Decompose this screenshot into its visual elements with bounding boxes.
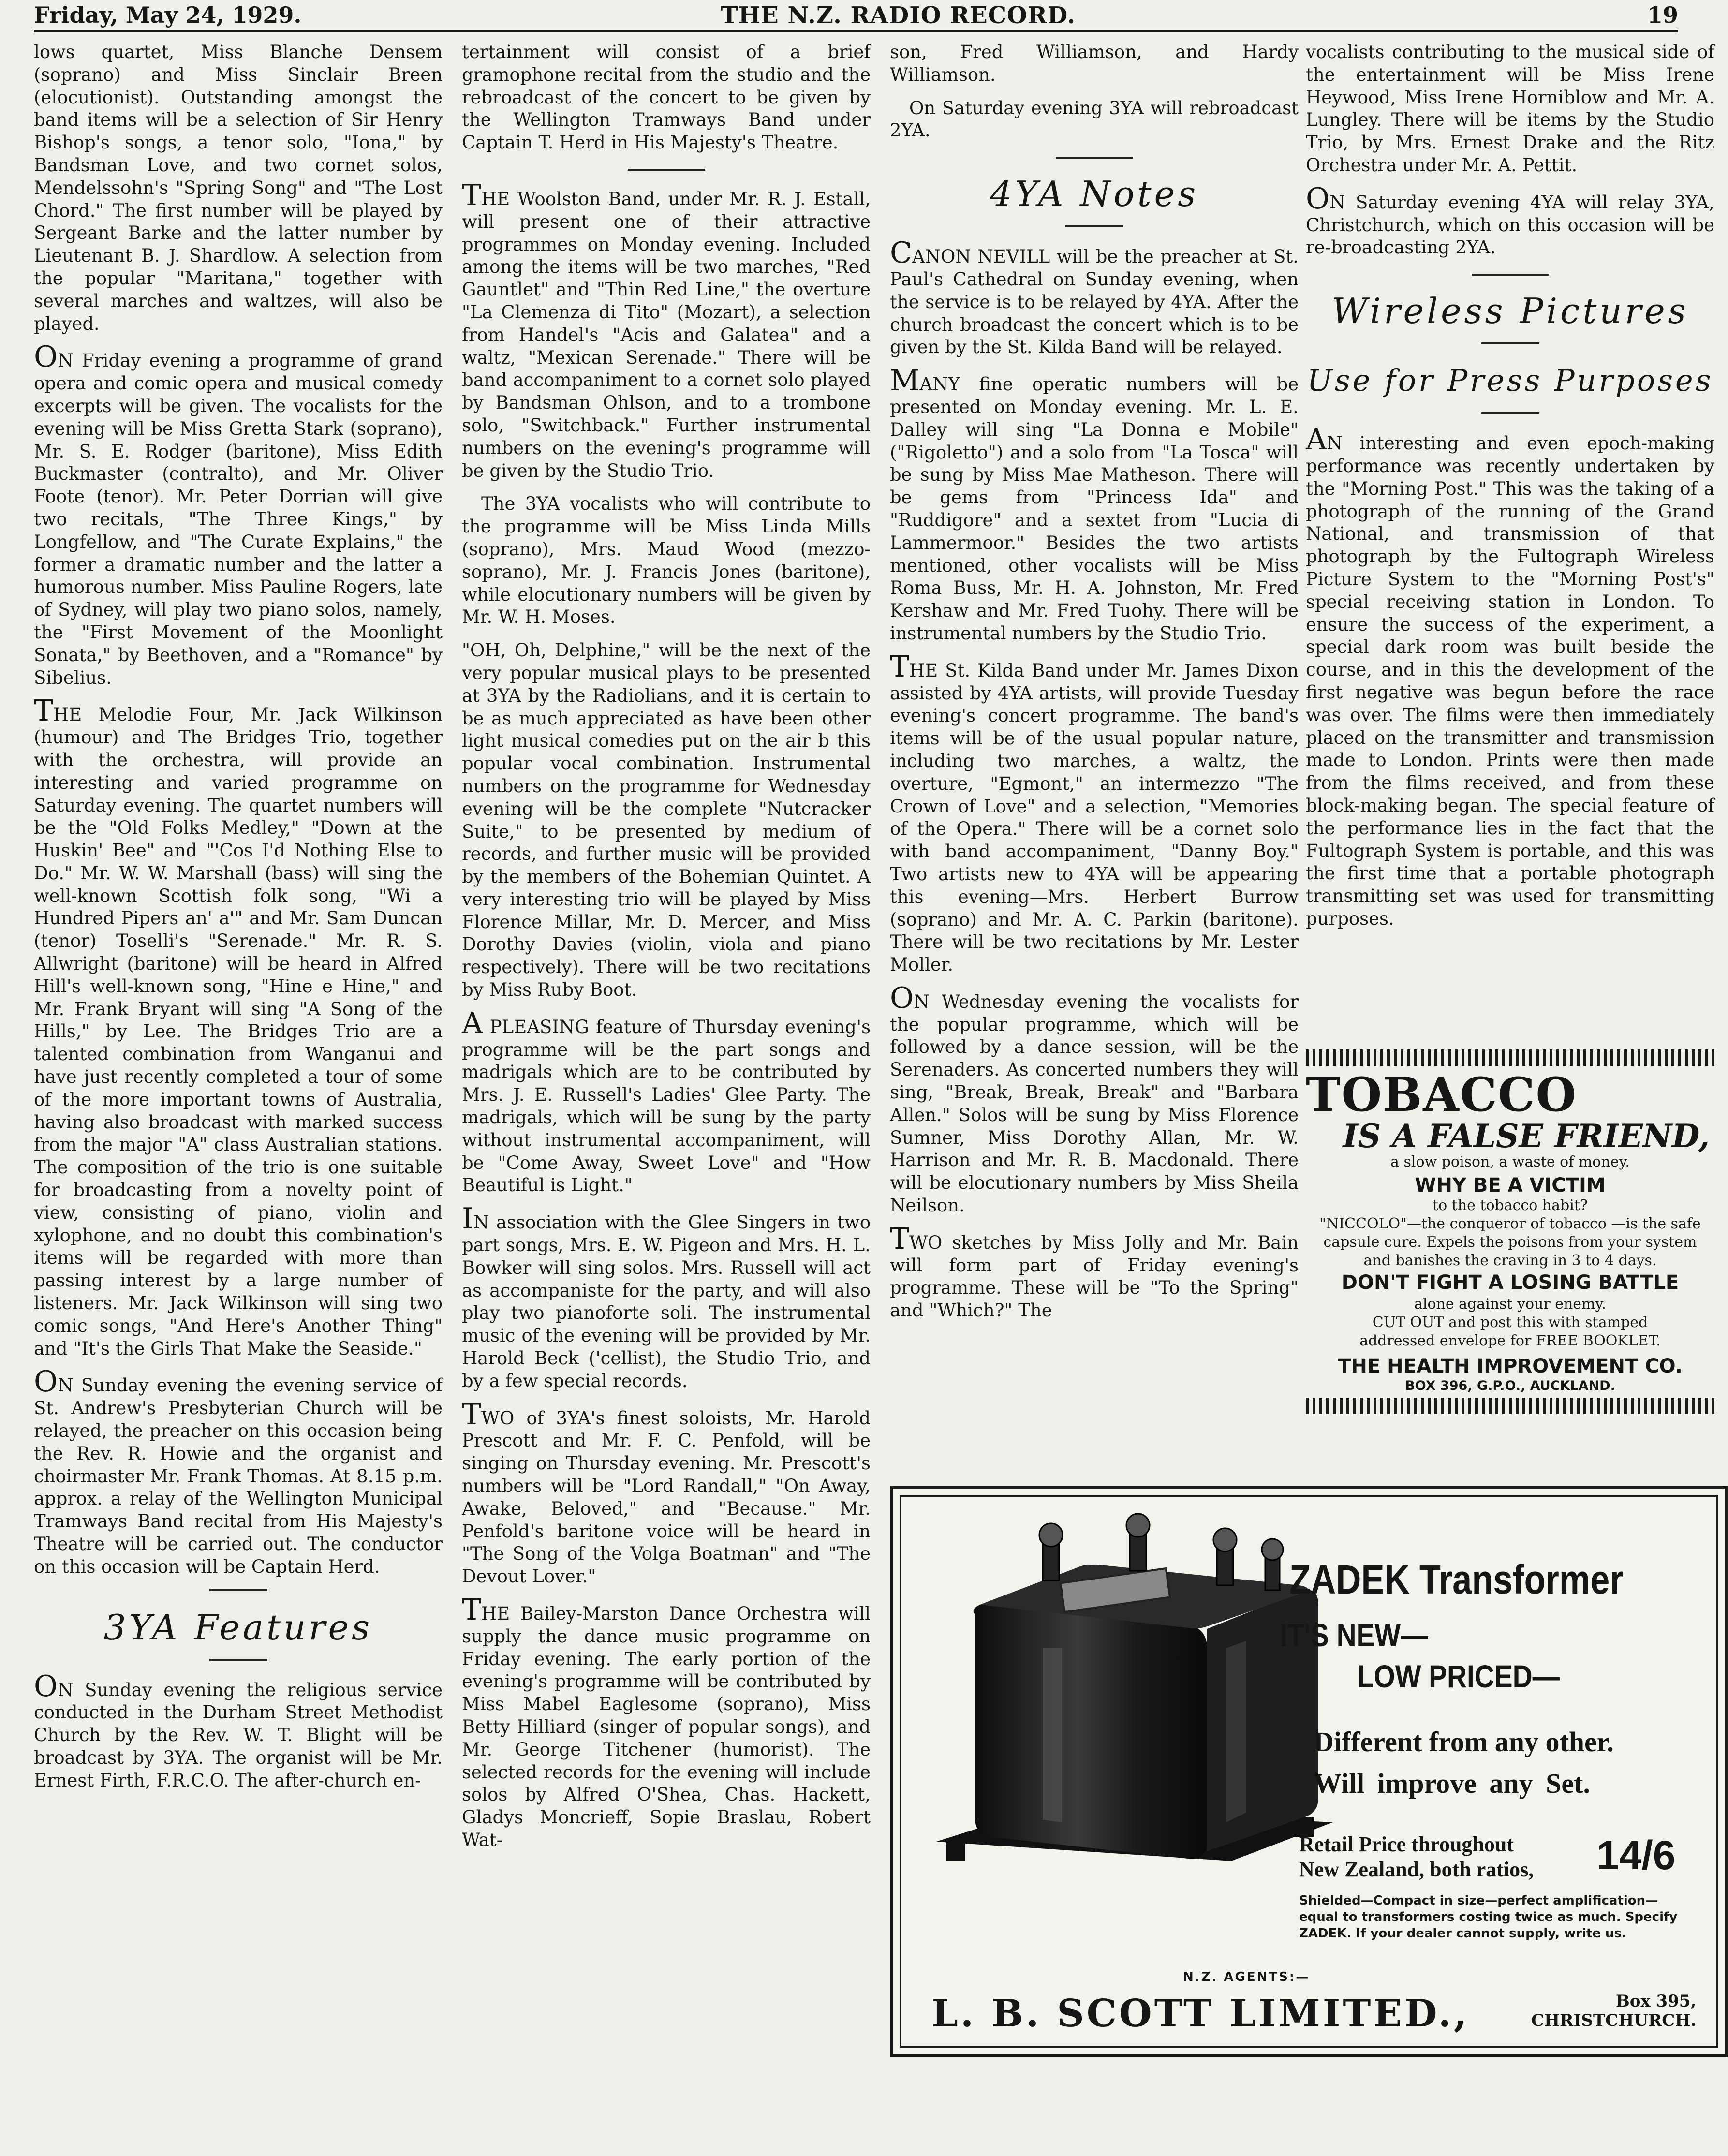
article-paragraph: On Saturday evening 3YA will rebroadcast 2YA.: [890, 97, 1299, 141]
zadek-advertisement: [890, 1486, 1728, 2057]
article-paragraph: IN association with the Glee Singers in two part songs, Mrs. E. W. Pigeon and Mrs. H. L. Bowker will sing solos. Mrs. Russell will act as accompaniste for the party, and will also play two pianoforte soli. The instrumental music of the evening will be provided by Mr. Harold Beck ('cellist), the Studio Trio, and by a few special records.: [462, 1202, 871, 1391]
article-paragraph: ON Saturday evening 4YA will relay 3YA, Christchurch, which on this occasion will be re-broadcasting 2YA.: [1306, 181, 1714, 258]
ad-retail-line: Retail Price throughout: [1299, 1832, 1514, 1856]
article-paragraph: lows quartet, Miss Blanche Densem (soprano) and Miss Sinclair Breen (elocutionist). Outstanding amongst the band items will be a selection of Sir Henry Bishop's songs, a tenor solo, "Iona," by Bandsman Love, and two cornet solos, Mendelssohn's "Spring Song" and "The Lost Chord." The first number will be played by Sergeant Barke and the latter number by Lieutenant B. J. Shardlow. A selection from the popular "Maritana," together with several marches and waltzes, will also be played.: [34, 42, 443, 334]
ad-headline: TOBACCO: [1306, 1067, 1578, 1122]
section-heading-wireless: Wireless Pictures: [1331, 291, 1689, 332]
divider: [628, 169, 705, 171]
ad-fine-print: Shielded—Compact in size—perfect amplification—equal to transformers costing twice as much. Specify ZADEK. If your dealer cannot supply, write us.: [1299, 1893, 1678, 1941]
article-paragraph: AN interesting and even epoch-making performance was recently undertaken by the "Morning Post." This was the taking of a photograph of the running of the Grand National, and transmission of that photograph by the Fultograph Wireless Picture System to the "Morning Post's" special receiving station in London. To ensure the success of the experiment, a special dark room was built beside the course, and in this the development of the first negative was begun before the race was over. The films were then immediately placed on the transmitter and transmission made to London. Prints were then made from the films received, and from these block-making began. The special feature of the performance lies in the fact that the Fultograph System is portable, and this was the first time that a portable photograph transmitting set was used for transmitting purposes.: [1306, 423, 1714, 929]
page-number: 19: [1647, 2, 1678, 28]
ad-subheadline: IT'S NEW—: [1280, 1617, 1428, 1653]
ad-address-line: Box 395,: [1615, 1992, 1697, 2011]
ad-subheadline: DON'T FIGHT A LOSING BATTLE: [1341, 1271, 1679, 1294]
article-paragraph: tertainment will consist of a brief gramophone recital from the studio and the rebroadcast of the concert to be given by the Wellington Tramways Band under Captain T. Herd in His Majesty's Theatre.: [462, 42, 871, 153]
decorative-border: [1306, 1049, 1714, 1066]
article-paragraph: ON Sunday evening the evening service of St. Andrew's Presbyterian Church will be relayed, the preacher on this occasion being the Rev. R. Howie and the organist and choirmaster Mr. Frank Thomas. At 8.15 p.m. approx. a relay of the Wellington Municipal Tramways Band recital from His Majesty's Theatre will be carried out. The conductor on this occasion will be Captain Herd.: [34, 1365, 443, 1577]
ad-agent-name: L. B. SCOTT LIMITED.,: [931, 1992, 1470, 2036]
ad-text: to the tobacco habit?: [1433, 1197, 1588, 1214]
ad-text: "NICCOLO"—the conqueror of tobacco —is the safe capsule cure. Expels the poisons from your system and banishes the craving in 3 to 4 days.: [1319, 1215, 1701, 1269]
publication-title: THE N.Z. RADIO RECORD.: [721, 2, 1076, 29]
ad-text: alone against your enemy.: [1414, 1296, 1607, 1313]
article-paragraph: ON Sunday evening the religious service conducted in the Durham Street Methodist Church by the Rev. W. T. Blight will be broadcast by 3YA. The organist will be Mr. Ernest Firth, F.R.C.O. The after-church en-: [34, 1669, 443, 1791]
divider: [209, 1659, 267, 1661]
ad-price: 14/6: [1596, 1832, 1676, 1878]
section-subheading-wireless: Use for Press Purposes: [1307, 363, 1713, 399]
ad-tagline: IS A FALSE FRIEND,: [1343, 1117, 1710, 1155]
article-paragraph: THE Bailey-Marston Dance Orchestra will supply the dance music programme on Friday evening. The early portion of the evening's programme will be contributed by Miss Mabel Eaglesome (soprano), Miss Betty Hilliard (singer of popular songs), and Mr. George Titchener (humorist). The selected records for the evening will include solos by Alfred O'Shea, Chas. Hackett, Gladys Moncrieff, Sopie Braslau, Robert Wat-: [462, 1593, 871, 1850]
article-paragraph: A PLEASING feature of Thursday evening's programme will be the part songs and madrigals which are to be contributed by Mrs. J. E. Russell's Ladies' Glee Party. The madrigals, which will be sung by the party without instrumental accompaniment, will be "Come Away, Sweet Love" and "How Beautiful is Light.": [462, 1006, 871, 1196]
article-paragraph: MANY fine operatic numbers will be presented on Monday evening. Mr. L. E. Dalley will sing "La Donna e Mobile" ("Rigoletto") and a solo from "La Tosca" will be sung by Miss Mae Matheson. There will be gems from "Princess Ida" and "Ruddigore" and a sextet from "Lucia di Lammermoor." Besides the two artists mentioned, other vocalists will be Miss Roma Buss, Mr. H. A. Johnston, Mr. Fred Kershaw and Mr. Fred Tuohy. There will be instrumental numbers by the Studio Trio.: [890, 364, 1299, 644]
ad-subheadline: WHY BE A VICTIM: [1415, 1174, 1606, 1196]
ad-retail-line: New Zealand, both ratios,: [1299, 1858, 1534, 1881]
ad-company: THE HEALTH IMPROVEMENT CO.: [1338, 1355, 1683, 1377]
divider: [1481, 342, 1539, 344]
ad-text: CUT OUT and post this with stamped addressed envelope for FREE BOOKLET.: [1359, 1314, 1661, 1349]
article-paragraph: THE St. Kilda Band under Mr. James Dixon assisted by 4YA artists, will provide Tuesday evening's concert programme. The band's items will be of the usual popular nature, including two marches, a waltz, the overture, "Egmont," an intermezzo "The Crown of Love" and a selection, "Memories of the Opera." There will be a cornet solo with band accompaniment, "Danny Boy." Two artists new to 4YA will be appearing this evening—Mrs. Herbert Burrow (soprano) and Mr. A. C. Parkin (baritone). There will be two recitations by Mr. Lester Moller.: [890, 650, 1299, 975]
tobacco-advertisement: [1306, 1049, 1714, 1461]
ad-retail-text: [1299, 1832, 1534, 1882]
transformer-illustration: [917, 1503, 1352, 1919]
article-paragraph: THE Melodie Four, Mr. Jack Wilkinson (humour) and The Bridges Trio, together with the orchestra, will provide an interesting and varied programme on Saturday evening. The quartet numbers will be the "Old Folks Medley," "Down at the Huskin' Bee" and "'Cos I'd Nothing Else to Do." Mr. W. W. Marshall (bass) will sing the well-known Scottish folk song, "Wi a Hundred Pipers an' a'" and Mr. Sam Duncan (tenor) Toselli's "Serenade." Mr. R. S. Allwright (baritone) will be heard in Alfred Hill's well-known song, "Hine e Hine," and Mr. Frank Bryant will sing "A Song of the Hills," by Lee. The Bridges Trio are a talented combination from Wanganui and have just recently completed a tour of some of the more important towns of Australia, having also broadcast with marked success from the major "A" class Australian stations. The composition of the trio is one suitable for broadcasting from a novelty point of view, consisting of piano, violin and xylophone, and no doubt this combination's items will be regarded with more than passing interest by a large number of listeners. Mr. Jack Wilkinson will sing two comic songs, "And Here's Another Thing" and "It's the Girls That Make the Seaside.": [34, 694, 443, 1359]
ad-address: BOX 396, G.P.O., AUCKLAND.: [1405, 1378, 1615, 1393]
decorative-border: [1306, 1398, 1714, 1414]
ad-agents-label: N.Z. AGENTS:—: [1183, 1970, 1310, 1984]
ad-text: Different from any other.: [1314, 1726, 1614, 1757]
ad-text: a slow poison, a waste of money.: [1390, 1153, 1630, 1170]
ad-headline: ZADEK Transformer: [1289, 1557, 1624, 1602]
article-paragraph: TWO sketches by Miss Jolly and Mr. Bain will form part of Friday evening's programme. These will be "To the Spring" and "Which?" The: [890, 1222, 1299, 1321]
masthead: [34, 1, 1678, 32]
article-paragraph: vocalists contributing to the musical side of the entertainment will be Miss Irene Heywood, Miss Irene Horniblow and Mr. A. Lungley. There will be items by the Studio Trio, by Mrs. Ernest Drake and the Ritz Orchestra under Mr. A. Pettit.: [1306, 42, 1714, 176]
column-2: [462, 41, 871, 1862]
ad-subheadline: LOW PRICED—: [1357, 1658, 1560, 1694]
divider: [1065, 225, 1123, 227]
article-paragraph: The 3YA vocalists who will contribute to the programme will be Miss Linda Mills (soprano), Mrs. Maud Wood (mezzo-soprano), Mr. J. Francis Jones (baritone), while elocutionary numbers will be given by Mr. W. H. Moses.: [462, 493, 871, 628]
ad-text: Will improve any Set.: [1314, 1768, 1590, 1799]
column-3: [890, 41, 1299, 1333]
section-heading-3ya: 3YA Features: [103, 1607, 373, 1648]
article-paragraph: "OH, Oh, Delphine," will be the next of the very popular musical plays to be presented at 3YA by the Radiolians, and it is certain to be as much appreciated as have been other light musical comedies put on the air b this popular vocal combination. Instrumental numbers on the programme for Wednesday evening will be the complete "Nutcracker Suite," to be presented by medium of records, and further music will be provided by the members of the Bohemian Quintet. A very interesting trio will be played by Miss Florence Millar, Mr. D. Mercer, and Miss Dorothy Davies (violin, viola and piano respectively). There will be two recitations by Miss Ruby Boot.: [462, 640, 871, 1001]
article-paragraph: ON Friday evening a programme of grand opera and comic opera and musical comedy excerpts will be given. The vocalists for the evening will be Miss Gretta Stark (soprano), Mr. S. E. Rodger (baritone), Miss Edith Buckmaster (contralto), and Mr. Oliver Foote (tenor). Mr. Peter Dorrian will give two recitals, "The Three Kings," by Longfellow, and "The Curate Explains," the former a dramatic number and the latter a humorous number. Miss Pauline Rogers, late of Sydney, will play two piano solos, namely, the "First Movement of the Moonlight Sonata," by Beethoven, and a "Romance" by Sibelius.: [34, 340, 443, 688]
divider: [1472, 274, 1549, 276]
article-paragraph: TWO of 3YA's finest soloists, Mr. Harold Prescott and Mr. F. C. Penfold, will be singing on Thursday evening. Mr. Prescott's numbers will be "Lord Randall," "On Away, Awake, Beloved," and "Because." Mr. Penfold's baritone voice will be heard in "The Song of the Volga Boatman" and "The Devout Lover.": [462, 1397, 871, 1587]
article-paragraph: son, Fred Williamson, and Hardy Williamson.: [890, 42, 1299, 85]
article-paragraph: THE Woolston Band, under Mr. R. J. Estall, will present one of their attractive programmes on Monday evening. Included among the items will be two marches, "Red Gauntlet" and "Thin Red Line," the overture "La Clemenza di Tito" (Mozart), a selection from Handel's "Acis and Galatea" and a waltz, "Mexican Serenade." There will be band accompaniment to a cornet solo played by Bandsman Ohlson, and to a trombone solo, "Switchback." Further instrumental numbers on the evening's programme will be given by the Studio Trio.: [462, 178, 871, 481]
ad-agent-address: [1531, 1992, 1696, 2030]
article-paragraph: CANON NEVILL will be the preacher at St. Paul's Cathedral on Sunday evening, when the service is to be relayed by 4YA. After the church broadcast the concert which is to be given by the St. Kilda Band will be relayed.: [890, 236, 1299, 358]
ad-address-line: CHRISTCHURCH.: [1531, 2011, 1697, 2030]
divider: [1481, 412, 1539, 414]
article-paragraph: ON Wednesday evening the vocalists for the popular programme, which will be followed by a dance session, will be the Serenaders. As concerted numbers they will sing, "Break, Break, Break" and "Barbara Allen." Solos will be sung by Miss Florence Sumner, Miss Dorothy Allan, Mr. W. Harrison and Mr. R. B. Macdonald. There will be elocutionary numbers by Miss Sheila Neilson.: [890, 981, 1299, 1216]
issue-date: Friday, May 24, 1929.: [34, 2, 302, 28]
column-4: [1306, 41, 1714, 941]
divider: [1056, 157, 1133, 159]
section-heading-4ya: 4YA Notes: [990, 174, 1199, 215]
divider: [209, 1589, 267, 1591]
column-1: [34, 41, 443, 1803]
